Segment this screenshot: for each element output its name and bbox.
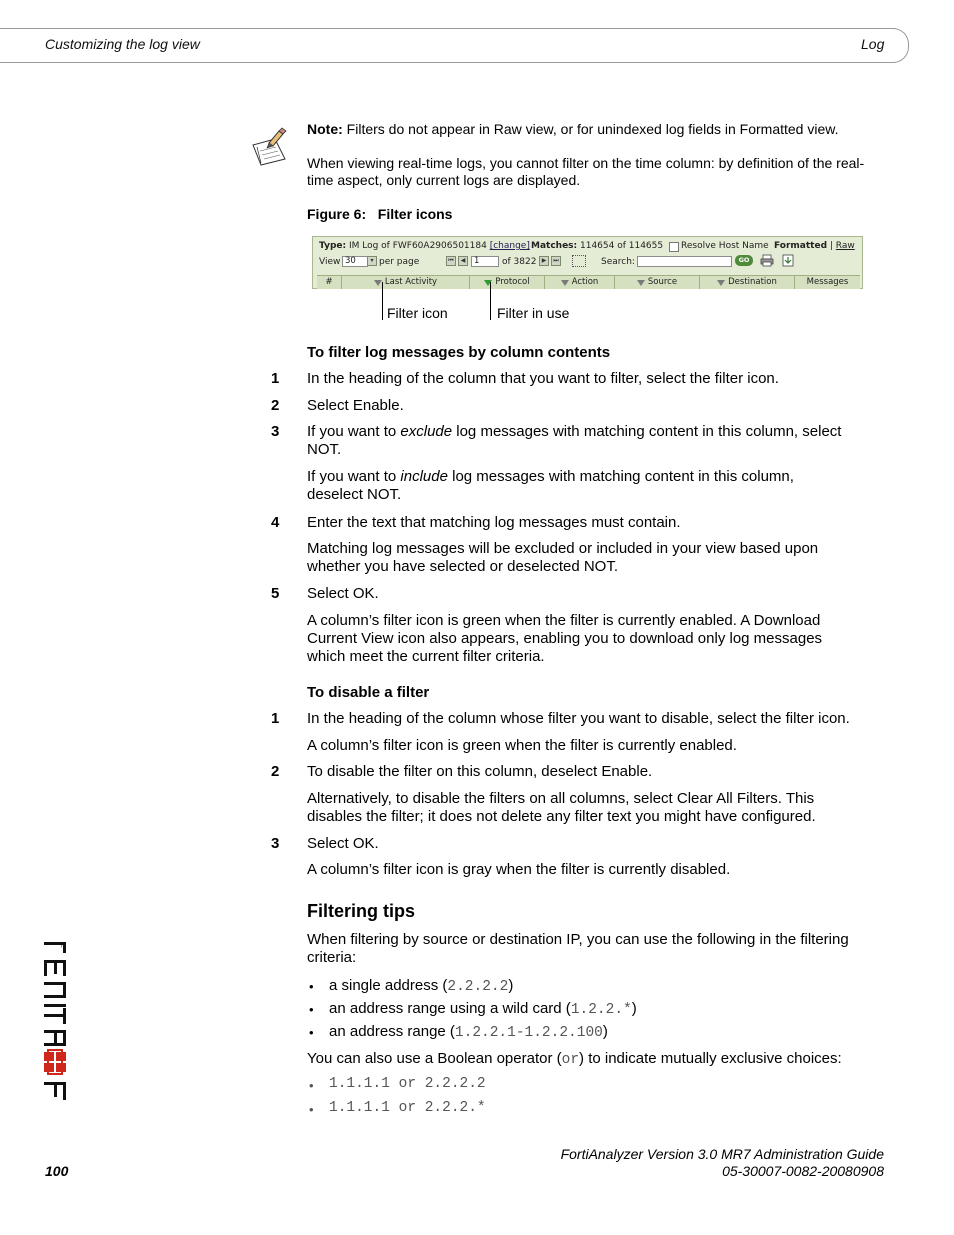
step-detail-continued: disables the filter; it does not delete any filter text you might have configured. xyxy=(307,808,816,825)
column-messages-label: Messages xyxy=(806,277,849,287)
list-item-text: ) xyxy=(508,977,514,994)
list-item-text: a single address ( xyxy=(329,977,448,994)
step-detail: A column’s filter icon is gray when the filter is currently disabled. xyxy=(307,861,731,878)
note-label: Note: xyxy=(307,121,343,137)
step-number: 3 xyxy=(271,835,280,852)
download-view-icon[interactable] xyxy=(781,254,795,267)
procedure-heading-disable: To disable a filter xyxy=(307,684,430,701)
step-number: 1 xyxy=(271,370,280,387)
trademark-mark: ™ xyxy=(60,944,65,948)
note-paragraph xyxy=(307,121,867,139)
matches-readout xyxy=(531,241,663,251)
header-rule-bottom xyxy=(0,62,895,63)
prev-page-icon[interactable]: ◀ xyxy=(458,256,468,266)
step-detail: Alternatively, to disable the filters on all columns, select Clear All Filters. This xyxy=(307,790,815,807)
matches-value: 114654 of 114655 xyxy=(577,241,664,251)
column-action-label: Action xyxy=(571,277,599,287)
step-number: 1 xyxy=(271,710,280,727)
raw-link[interactable]: Raw xyxy=(835,241,855,251)
note-realtime-line-2: time aspect, only current logs are displayed. xyxy=(307,172,581,188)
first-page-icon[interactable]: ⏮ xyxy=(446,256,456,266)
per-page-value: 30 xyxy=(345,256,356,266)
filter-in-use-icon[interactable] xyxy=(484,280,492,286)
list-item-text: ) xyxy=(631,1000,637,1017)
resolve-host-label: Resolve Host Name xyxy=(681,241,769,251)
figure-caption: Figure 6: Filter icons xyxy=(307,206,453,222)
list-item-text: an address range using a wild card ( xyxy=(329,1000,571,1017)
step-detail: A column’s filter icon is green when the filter is currently enabled. xyxy=(307,737,737,754)
callout-line-filter-in-use xyxy=(490,282,491,320)
boolean-operator-note xyxy=(307,1050,842,1070)
fortinet-logo xyxy=(44,942,68,1126)
callout-line-filter-icon xyxy=(382,282,383,320)
list-item xyxy=(329,977,513,997)
column-destination-label: Destination xyxy=(728,277,777,287)
list-item xyxy=(329,1000,637,1020)
column-settings-icon[interactable] xyxy=(572,255,586,267)
page-number-value: 1 xyxy=(474,256,480,266)
bullet-marker: • xyxy=(309,1078,314,1093)
callout-filter-in-use: Filter in use xyxy=(497,305,570,321)
code-sample: or xyxy=(561,1052,580,1068)
note-text: Filters do not appear in Raw view, or for unindexed log fields in Formatted view. xyxy=(342,121,839,137)
step-text: In the heading of the column whose filter you want to disable, select the filter icon. xyxy=(307,710,850,727)
column-protocol[interactable] xyxy=(470,276,545,289)
header-section-title: Customizing the log view xyxy=(45,36,200,52)
step-text-emphasis: exclude xyxy=(400,423,453,440)
column-number xyxy=(317,276,342,289)
callout-filter-icon: Filter icon xyxy=(387,305,448,321)
procedure-heading-filter: To filter log messages by column contents xyxy=(307,344,611,361)
step-text xyxy=(307,423,841,442)
step-text: In the heading of the column that you want to filter, select the filter icon. xyxy=(307,370,779,387)
page-count: of 3822 xyxy=(502,257,537,267)
list-item-text: an address range ( xyxy=(329,1023,455,1040)
step-number: 2 xyxy=(271,763,280,780)
next-page-icon[interactable]: ▶ xyxy=(539,256,549,266)
search-input[interactable] xyxy=(637,256,732,267)
step-detail: Matching log messages will be excluded or included in your view based upon xyxy=(307,540,819,557)
step-number: 4 xyxy=(271,514,280,531)
step-detail-continued: deselect NOT. xyxy=(307,486,402,503)
view-label: View xyxy=(319,257,341,267)
per-page-select[interactable] xyxy=(342,256,368,267)
bullet-marker: • xyxy=(309,1102,314,1117)
print-icon[interactable] xyxy=(760,254,774,267)
code-sample: 1.2.2.* xyxy=(570,1002,632,1018)
go-button[interactable]: GO xyxy=(735,255,753,266)
column-source-label: Source xyxy=(647,277,678,287)
step-number: 2 xyxy=(271,397,280,414)
column-messages[interactable] xyxy=(795,276,860,289)
header-chapter-title: Log xyxy=(861,36,885,52)
formatted-link[interactable]: Formatted xyxy=(774,241,828,251)
filter-icons-figure xyxy=(312,236,863,289)
column-last-activity[interactable] xyxy=(342,276,470,289)
bullet-marker: • xyxy=(309,1002,314,1017)
step-text-continued: NOT. xyxy=(307,441,342,458)
chevron-down-icon[interactable]: ▾ xyxy=(367,256,377,266)
list-item-text: ) xyxy=(602,1023,608,1040)
column-header-row xyxy=(317,275,860,289)
step-text: To disable the filter on this column, deselect Enable. xyxy=(307,763,653,780)
step-number: 3 xyxy=(271,423,280,440)
search-label: Search: xyxy=(601,257,635,267)
view-mode-switch xyxy=(774,241,855,251)
step-detail-continued: which meet the current filter criteria. xyxy=(307,648,545,665)
page-number: 100 xyxy=(45,1163,69,1179)
header-rule-top xyxy=(0,28,895,29)
code-example: 1.1.1.1 or 2.2.2.* xyxy=(329,1100,486,1116)
filter-icon[interactable] xyxy=(717,280,725,286)
step-text: Select OK. xyxy=(307,835,379,852)
resolve-host-checkbox[interactable] xyxy=(669,242,679,252)
step-detail xyxy=(307,468,794,487)
filter-icon[interactable] xyxy=(374,280,382,286)
bullet-marker: • xyxy=(309,1025,314,1040)
bullet-marker: • xyxy=(309,979,314,994)
note-text-part: ) to indicate mutually exclusive choices: xyxy=(579,1050,842,1067)
type-label: Type: xyxy=(319,241,347,251)
section-heading-filtering-tips: Filtering tips xyxy=(307,901,415,921)
column-protocol-label: Protocol xyxy=(495,277,530,287)
step-text-part: log messages with matching content in this column, xyxy=(447,468,794,485)
step-text-emphasis: include xyxy=(400,468,448,485)
column-source[interactable] xyxy=(615,276,700,289)
page-number-input[interactable] xyxy=(471,256,499,267)
step-text: Enter the text that matching log messages must contain. xyxy=(307,514,681,531)
step-detail: A column’s filter icon is green when the filter is currently enabled. A Download xyxy=(307,612,821,629)
view-mode-separator: | xyxy=(827,241,836,251)
step-detail-continued: Current View icon also appears, enabling you to download only log messages xyxy=(307,630,823,647)
code-example: 1.1.1.1 or 2.2.2.2 xyxy=(329,1076,486,1092)
step-detail-continued: whether you have selected or deselected NOT. xyxy=(307,558,619,575)
column-action[interactable] xyxy=(545,276,615,289)
note-icon xyxy=(249,125,293,167)
footer-doc-id: 05-30007-0082-20080908 xyxy=(722,1163,884,1179)
step-text-part: log messages with matching content in this column, select xyxy=(452,423,842,440)
note-text-part: You can also use a Boolean operator ( xyxy=(307,1050,562,1067)
matches-label: Matches: xyxy=(531,241,578,251)
filter-icon[interactable] xyxy=(637,280,645,286)
footer-doc-title: FortiAnalyzer Version 3.0 MR7 Administration Guide xyxy=(560,1146,884,1162)
column-destination[interactable] xyxy=(700,276,795,289)
change-link[interactable]: [change] xyxy=(489,241,530,251)
last-page-icon[interactable]: ⏭ xyxy=(551,256,561,266)
filter-icon[interactable] xyxy=(561,280,569,286)
step-text-part: If you want to xyxy=(307,423,401,440)
step-number: 5 xyxy=(271,585,280,602)
per-page-label: per page xyxy=(379,257,420,267)
code-sample: 1.2.2.1-1.2.2.100 xyxy=(454,1025,603,1041)
step-text: Select OK. xyxy=(307,585,379,602)
list-item xyxy=(329,1023,608,1043)
tips-intro-continued: criteria: xyxy=(307,949,357,966)
column-number-label: # xyxy=(325,277,333,287)
step-text: Select Enable. xyxy=(307,397,404,414)
note-realtime-line-1: When viewing real-time logs, you cannot filter on the time column: by definition of the real- xyxy=(307,155,865,171)
step-text-part: If you want to xyxy=(307,468,401,485)
column-last-activity-label: Last Activity xyxy=(384,277,438,287)
type-value: IM Log of FWF60A2906501184 xyxy=(346,241,490,251)
code-sample: 2.2.2.2 xyxy=(447,979,509,995)
tips-intro: When filtering by source or destination IP, you can use the following in the filtering xyxy=(307,931,849,948)
figure-row-type xyxy=(319,241,530,251)
